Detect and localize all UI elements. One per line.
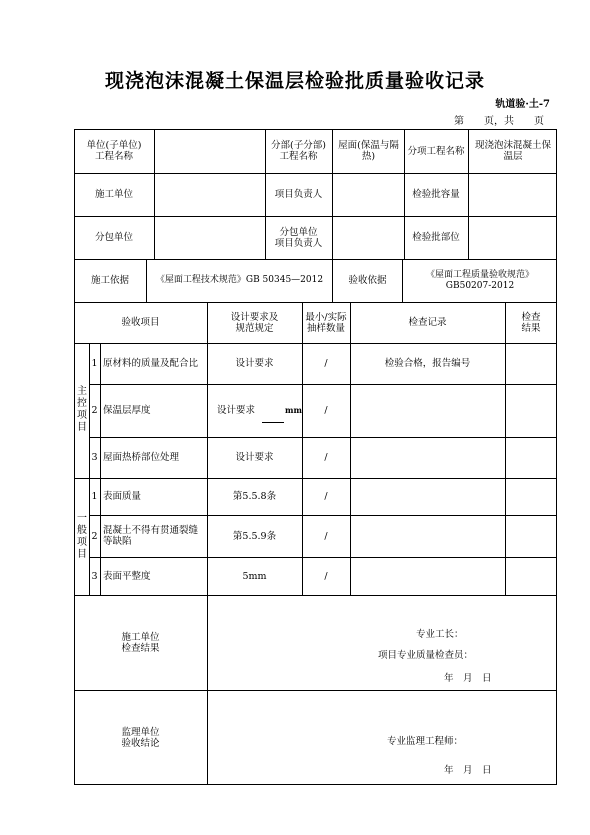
main-item-name: 原材料的质量及配合比 [103, 358, 199, 369]
batch-capacity-label: 检验批容量 [412, 189, 460, 200]
acceptance-basis-label: 验收依据 [348, 275, 387, 286]
foreman-label: 专业工长： [416, 628, 464, 640]
main-item-no: 1 [91, 358, 98, 369]
main-item-design: 设计要求 [217, 405, 256, 416]
main-item-name: 屋面热桥部位处理 [103, 452, 180, 463]
thickness-blank[interactable] [262, 422, 284, 423]
subdivision-label: 分部(子分部) 工程名称 [271, 140, 326, 162]
batch-location-label: 检验批部位 [412, 232, 460, 243]
acceptance-basis-value: 《屋面工程质量验收规范》 GB50207-2012 [425, 269, 534, 291]
main-item-no: 2 [91, 405, 98, 416]
col-header-record: 检查记录 [408, 317, 447, 328]
main-item-sample: / [324, 358, 328, 369]
construction-basis-label: 施工依据 [90, 275, 129, 286]
unit-name-value[interactable] [155, 129, 265, 173]
general-item-no: 2 [91, 530, 98, 542]
col-divider [505, 302, 506, 595]
form-code: 轨道验·土-7 [495, 99, 550, 110]
general-char: 目 [77, 549, 87, 560]
page-info: 第 页，共 页 [454, 116, 544, 127]
item-name-label: 分项工程名称 [407, 145, 465, 157]
general-item-name: 表面平整度 [103, 570, 151, 582]
general-item-no: 1 [91, 491, 98, 502]
unit-name-label: 单位(子单位) 工程名称 [86, 140, 142, 162]
main-item-no: 3 [91, 452, 98, 463]
general-item-no: 3 [91, 570, 98, 582]
construction-date: 年 月 日 [444, 672, 492, 684]
main-item-sample: / [324, 405, 328, 416]
quality-inspector-label: 项目专业质量检查员： [378, 649, 474, 661]
main-item-design: 设计要求 [235, 452, 274, 463]
general-item-name: 表面质量 [103, 491, 142, 502]
supervision-engineer-label: 专业监理工程师： [387, 735, 464, 747]
construction-check-label: 施工单位 检查结果 [121, 631, 160, 654]
col-header-design: 设计要求及 规范规定 [230, 311, 279, 334]
supervision-date: 年 月 日 [444, 764, 492, 776]
general-item-sample: / [324, 491, 328, 502]
subcontract-unit-label: 分包单位 [94, 232, 133, 243]
main-control-char: 主 [77, 386, 87, 397]
general-item-design: 第5.5.9条 [232, 530, 277, 542]
main-control-char: 项 [77, 410, 87, 421]
general-item-design: 5mm [242, 570, 267, 582]
col-header-item: 验收项目 [121, 317, 160, 328]
general-label [76, 513, 88, 561]
general-item-name: 混凝土不得有贯通裂缝等缺陷 [103, 525, 199, 547]
main-item-design: 设计要求 [235, 358, 274, 369]
main-item-unit: mm [285, 405, 302, 415]
general-char: 项 [77, 537, 87, 548]
form-title: 现浇泡沫混凝土保温层检验批质量验收记录 [104, 70, 485, 92]
col-header-sample: 最小/实际 抽样数量 [305, 311, 347, 334]
item-name-value: 现浇泡沫混凝土保温层 [474, 140, 551, 162]
main-item-record: 检验合格，报告编号 [384, 358, 471, 369]
general-char: 一 [77, 513, 87, 524]
main-item-sample: / [324, 452, 328, 463]
construction-basis-value: 《屋面工程技术规范》GB 50345—2012 [155, 275, 324, 285]
subcontract-manager-label: 分包单位 项目负责人 [274, 226, 323, 249]
main-item-name: 保温层厚度 [103, 405, 151, 416]
col-header-result: 检查 结果 [521, 311, 541, 334]
col-divider [100, 343, 101, 595]
main-control-label [76, 386, 88, 434]
project-manager-label: 项目负责人 [274, 189, 323, 200]
general-item-design: 第5.5.8条 [232, 491, 277, 502]
construction-unit-label: 施工单位 [94, 189, 133, 200]
general-char: 般 [77, 525, 87, 536]
main-control-char: 目 [77, 422, 87, 433]
subdivision-value: 屋面(保温与隔热) [338, 140, 399, 162]
general-item-sample: / [324, 570, 328, 582]
supervision-label: 监理单位 验收结论 [121, 726, 160, 749]
col-divider [207, 595, 208, 785]
main-control-char: 控 [77, 398, 87, 409]
general-item-sample: / [324, 530, 328, 542]
